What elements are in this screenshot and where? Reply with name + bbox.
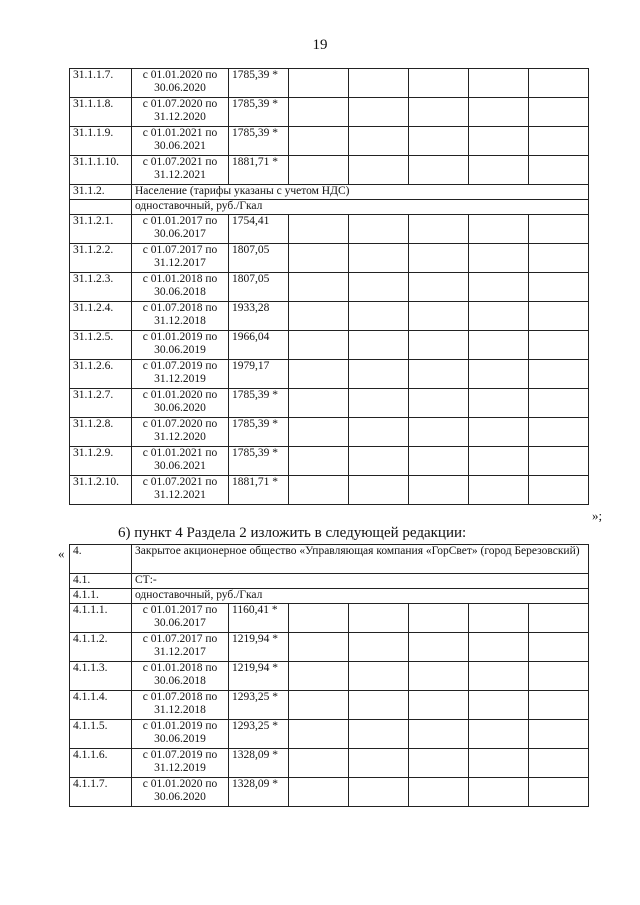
empty-cell bbox=[409, 360, 469, 389]
row-number-cell: 4.1.1.4. bbox=[70, 691, 132, 720]
row-number-cell: 31.1.2.1. bbox=[70, 215, 132, 244]
period-cell: с 01.01.2017 по 30.06.2017 bbox=[132, 215, 229, 244]
period-cell: с 01.01.2018 по 30.06.2018 bbox=[132, 273, 229, 302]
empty-cell bbox=[469, 331, 529, 360]
table-row bbox=[70, 545, 589, 574]
row-number-cell: 31.1.1.9. bbox=[70, 127, 132, 156]
row-number-cell: 4.1.1.6. bbox=[70, 749, 132, 778]
table-row bbox=[70, 662, 589, 691]
period-cell: с 01.07.2019 по 31.12.2019 bbox=[132, 360, 229, 389]
empty-cell bbox=[289, 360, 349, 389]
empty-cell bbox=[529, 98, 589, 127]
empty-cell bbox=[469, 156, 529, 185]
row-number-cell: 31.1.2.5. bbox=[70, 331, 132, 360]
empty-cell bbox=[469, 476, 529, 505]
empty-cell bbox=[469, 127, 529, 156]
empty-cell bbox=[529, 244, 589, 273]
empty-cell bbox=[409, 691, 469, 720]
header-text-cell: Население (тарифы указаны с учетом НДС) bbox=[132, 185, 589, 200]
empty-cell bbox=[469, 302, 529, 331]
tariff-value-cell: 1328,09 * bbox=[229, 749, 289, 778]
table-row bbox=[70, 185, 589, 200]
tariff-value-cell: 1785,39 * bbox=[229, 98, 289, 127]
header-text-cell: одноставочный, руб./Гкал bbox=[132, 589, 589, 604]
period-cell: с 01.07.2020 по 31.12.2020 bbox=[132, 98, 229, 127]
tariff-value-cell: 1785,39 * bbox=[229, 418, 289, 447]
table-row bbox=[70, 418, 589, 447]
period-cell: с 01.01.2019 по 30.06.2019 bbox=[132, 331, 229, 360]
table-row bbox=[70, 244, 589, 273]
empty-cell bbox=[529, 418, 589, 447]
empty-cell bbox=[469, 749, 529, 778]
empty-cell bbox=[289, 447, 349, 476]
row-number-cell: 31.1.2. bbox=[70, 185, 132, 200]
row-number-cell: 4. bbox=[70, 545, 132, 574]
empty-cell bbox=[289, 749, 349, 778]
table-row bbox=[70, 447, 589, 476]
empty-cell bbox=[289, 331, 349, 360]
empty-cell bbox=[529, 302, 589, 331]
empty-cell bbox=[409, 749, 469, 778]
empty-cell bbox=[289, 244, 349, 273]
tariff-value-cell: 1328,09 * bbox=[229, 778, 289, 807]
tariff-value-cell: 1807,05 bbox=[229, 244, 289, 273]
empty-cell bbox=[349, 389, 409, 418]
table-row bbox=[70, 589, 589, 604]
empty-cell bbox=[529, 691, 589, 720]
empty-cell bbox=[469, 273, 529, 302]
empty-cell bbox=[529, 156, 589, 185]
row-number-cell: 4.1.1. bbox=[70, 589, 132, 604]
table-row bbox=[70, 200, 589, 215]
table-row bbox=[70, 749, 589, 778]
empty-cell bbox=[349, 127, 409, 156]
empty-cell bbox=[409, 389, 469, 418]
empty-cell bbox=[529, 749, 589, 778]
tariff-value-cell: 1933,28 bbox=[229, 302, 289, 331]
tariff-value-cell: 1966,04 bbox=[229, 331, 289, 360]
empty-cell bbox=[529, 720, 589, 749]
empty-cell bbox=[469, 604, 529, 633]
empty-cell bbox=[409, 244, 469, 273]
empty-cell bbox=[349, 720, 409, 749]
empty-cell bbox=[349, 633, 409, 662]
empty-cell bbox=[289, 98, 349, 127]
opening-quote: « bbox=[58, 546, 65, 561]
tariff-value-cell: 1979,17 bbox=[229, 360, 289, 389]
page-number: 19 bbox=[312, 37, 328, 53]
empty-cell bbox=[529, 604, 589, 633]
empty-cell bbox=[349, 156, 409, 185]
table-row bbox=[70, 778, 589, 807]
row-number-cell: 31.1.2.8. bbox=[70, 418, 132, 447]
row-number-cell: 31.1.1.7. bbox=[70, 69, 132, 98]
empty-cell bbox=[409, 720, 469, 749]
tariff-value-cell: 1785,39 * bbox=[229, 389, 289, 418]
empty-cell bbox=[529, 633, 589, 662]
table-row bbox=[70, 98, 589, 127]
empty-cell bbox=[349, 604, 409, 633]
empty-cell bbox=[409, 156, 469, 185]
empty-cell bbox=[529, 69, 589, 98]
table-row bbox=[70, 389, 589, 418]
row-number-cell: 4.1.1.5. bbox=[70, 720, 132, 749]
empty-cell bbox=[349, 691, 409, 720]
row-number-cell: 31.1.2.9. bbox=[70, 447, 132, 476]
empty-cell bbox=[349, 98, 409, 127]
period-cell: с 01.01.2020 по 30.06.2020 bbox=[132, 778, 229, 807]
table-row bbox=[70, 604, 589, 633]
empty-cell bbox=[349, 331, 409, 360]
period-cell: с 01.01.2020 по 30.06.2020 bbox=[132, 69, 229, 98]
period-cell: с 01.07.2018 по 31.12.2018 bbox=[132, 691, 229, 720]
tariff-value-cell: 1785,39 * bbox=[229, 447, 289, 476]
tariff-value-cell: 1160,41 * bbox=[229, 604, 289, 633]
empty-cell bbox=[289, 273, 349, 302]
empty-cell bbox=[349, 69, 409, 98]
row-number-cell: 31.1.1.10. bbox=[70, 156, 132, 185]
empty-cell bbox=[529, 273, 589, 302]
empty-cell bbox=[289, 778, 349, 807]
empty-cell bbox=[529, 389, 589, 418]
row-number-cell: 31.1.2.7. bbox=[70, 389, 132, 418]
empty-cell bbox=[529, 778, 589, 807]
header-text-cell: одноставочный, руб./Гкал bbox=[132, 200, 589, 215]
table-row bbox=[70, 69, 589, 98]
period-cell: с 01.07.2020 по 31.12.2020 bbox=[132, 418, 229, 447]
empty-cell bbox=[289, 127, 349, 156]
empty-cell bbox=[289, 604, 349, 633]
empty-cell bbox=[289, 476, 349, 505]
tariff-table-2 bbox=[69, 544, 589, 807]
empty-cell bbox=[469, 447, 529, 476]
empty-cell bbox=[289, 633, 349, 662]
tariff-value-cell: 1881,71 * bbox=[229, 476, 289, 505]
empty-cell bbox=[289, 418, 349, 447]
row-number-cell: 4.1.1.2. bbox=[70, 633, 132, 662]
empty-cell bbox=[469, 215, 529, 244]
tariff-value-cell: 1293,25 * bbox=[229, 691, 289, 720]
period-cell: с 01.01.2019 по 30.06.2019 bbox=[132, 720, 229, 749]
empty-cell bbox=[529, 447, 589, 476]
row-number-cell: 31.1.2.10. bbox=[70, 476, 132, 505]
empty-cell bbox=[289, 302, 349, 331]
empty-cell bbox=[349, 302, 409, 331]
table-row bbox=[70, 691, 589, 720]
empty-cell bbox=[469, 720, 529, 749]
table-row bbox=[70, 633, 589, 662]
empty-cell bbox=[469, 662, 529, 691]
empty-cell bbox=[469, 360, 529, 389]
empty-cell bbox=[409, 273, 469, 302]
empty-cell bbox=[349, 476, 409, 505]
empty-cell bbox=[349, 418, 409, 447]
table-row bbox=[70, 156, 589, 185]
row-number-cell: 4.1.1.1. bbox=[70, 604, 132, 633]
period-cell: с 01.01.2017 по 30.06.2017 bbox=[132, 604, 229, 633]
period-cell: с 01.01.2021 по 30.06.2021 bbox=[132, 447, 229, 476]
tariff-value-cell: 1807,05 bbox=[229, 273, 289, 302]
empty-cell bbox=[349, 215, 409, 244]
empty-cell bbox=[289, 69, 349, 98]
empty-cell bbox=[529, 331, 589, 360]
empty-cell bbox=[289, 389, 349, 418]
empty-cell bbox=[289, 662, 349, 691]
tariff-value-cell: 1785,39 * bbox=[229, 127, 289, 156]
row-number-cell: 31.1.2.2. bbox=[70, 244, 132, 273]
empty-cell bbox=[529, 215, 589, 244]
empty-cell bbox=[529, 662, 589, 691]
table-row bbox=[70, 476, 589, 505]
tariff-value-cell: 1785,39 * bbox=[229, 69, 289, 98]
empty-cell bbox=[409, 302, 469, 331]
tariff-value-cell: 1881,71 * bbox=[229, 156, 289, 185]
empty-cell bbox=[409, 127, 469, 156]
row-number-cell: 31.1.2.4. bbox=[70, 302, 132, 331]
empty-cell bbox=[409, 778, 469, 807]
tariff-value-cell: 1754,41 bbox=[229, 215, 289, 244]
empty-cell bbox=[349, 778, 409, 807]
empty-cell bbox=[529, 127, 589, 156]
period-cell: с 01.01.2018 по 30.06.2018 bbox=[132, 662, 229, 691]
empty-cell bbox=[289, 720, 349, 749]
table-row bbox=[70, 360, 589, 389]
empty-cell bbox=[469, 389, 529, 418]
table-row bbox=[70, 273, 589, 302]
empty-cell bbox=[469, 98, 529, 127]
empty-cell bbox=[469, 691, 529, 720]
empty-cell bbox=[409, 418, 469, 447]
header-text-cell: Закрытое акционерное общество «Управляющая компания «ГорСвет» (город Березовский) bbox=[132, 545, 589, 574]
table-row bbox=[70, 215, 589, 244]
empty-cell bbox=[529, 476, 589, 505]
empty-cell bbox=[409, 662, 469, 691]
empty-cell bbox=[529, 360, 589, 389]
closing-quote: »; bbox=[592, 508, 603, 523]
empty-cell bbox=[409, 447, 469, 476]
empty-cell bbox=[469, 778, 529, 807]
tariff-table-1 bbox=[69, 68, 589, 505]
empty-cell bbox=[469, 69, 529, 98]
empty-cell bbox=[409, 604, 469, 633]
empty-cell bbox=[469, 418, 529, 447]
empty-cell bbox=[349, 662, 409, 691]
tariff-value-cell: 1219,94 * bbox=[229, 662, 289, 691]
empty-cell bbox=[289, 691, 349, 720]
empty-cell bbox=[469, 244, 529, 273]
empty-cell bbox=[349, 244, 409, 273]
empty-cell bbox=[409, 69, 469, 98]
row-number-cell: 31.1.2.6. bbox=[70, 360, 132, 389]
empty-cell bbox=[349, 273, 409, 302]
empty-cell bbox=[289, 156, 349, 185]
empty-cell bbox=[289, 215, 349, 244]
empty-cell bbox=[409, 331, 469, 360]
period-cell: с 01.07.2021 по 31.12.2021 bbox=[132, 476, 229, 505]
period-cell: с 01.07.2019 по 31.12.2019 bbox=[132, 749, 229, 778]
header-text-cell: СТ:- bbox=[132, 574, 589, 589]
table-row bbox=[70, 574, 589, 589]
period-cell: с 01.01.2020 по 30.06.2020 bbox=[132, 389, 229, 418]
period-cell: с 01.07.2017 по 31.12.2017 bbox=[132, 244, 229, 273]
row-number-cell: 4.1.1.7. bbox=[70, 778, 132, 807]
table-row bbox=[70, 127, 589, 156]
empty-cell bbox=[469, 633, 529, 662]
empty-cell bbox=[409, 476, 469, 505]
row-number-cell: 31.1.2.3. bbox=[70, 273, 132, 302]
row-number-cell: 4.1.1.3. bbox=[70, 662, 132, 691]
row-number-cell: 31.1.1.8. bbox=[70, 98, 132, 127]
empty-cell bbox=[409, 215, 469, 244]
table-row bbox=[70, 302, 589, 331]
empty-cell bbox=[349, 749, 409, 778]
row-number-cell: 4.1. bbox=[70, 574, 132, 589]
empty-cell bbox=[409, 98, 469, 127]
period-cell: с 01.07.2021 по 31.12.2021 bbox=[132, 156, 229, 185]
table-row bbox=[70, 331, 589, 360]
section-heading: 6) пункт 4 Раздела 2 изложить в следующей редакции: bbox=[118, 525, 467, 541]
period-cell: с 01.01.2021 по 30.06.2021 bbox=[132, 127, 229, 156]
empty-cell bbox=[349, 447, 409, 476]
row-number-cell bbox=[70, 200, 132, 215]
tariff-value-cell: 1293,25 * bbox=[229, 720, 289, 749]
table-row bbox=[70, 720, 589, 749]
period-cell: с 01.07.2018 по 31.12.2018 bbox=[132, 302, 229, 331]
period-cell: с 01.07.2017 по 31.12.2017 bbox=[132, 633, 229, 662]
empty-cell bbox=[349, 360, 409, 389]
tariff-value-cell: 1219,94 * bbox=[229, 633, 289, 662]
empty-cell bbox=[409, 633, 469, 662]
